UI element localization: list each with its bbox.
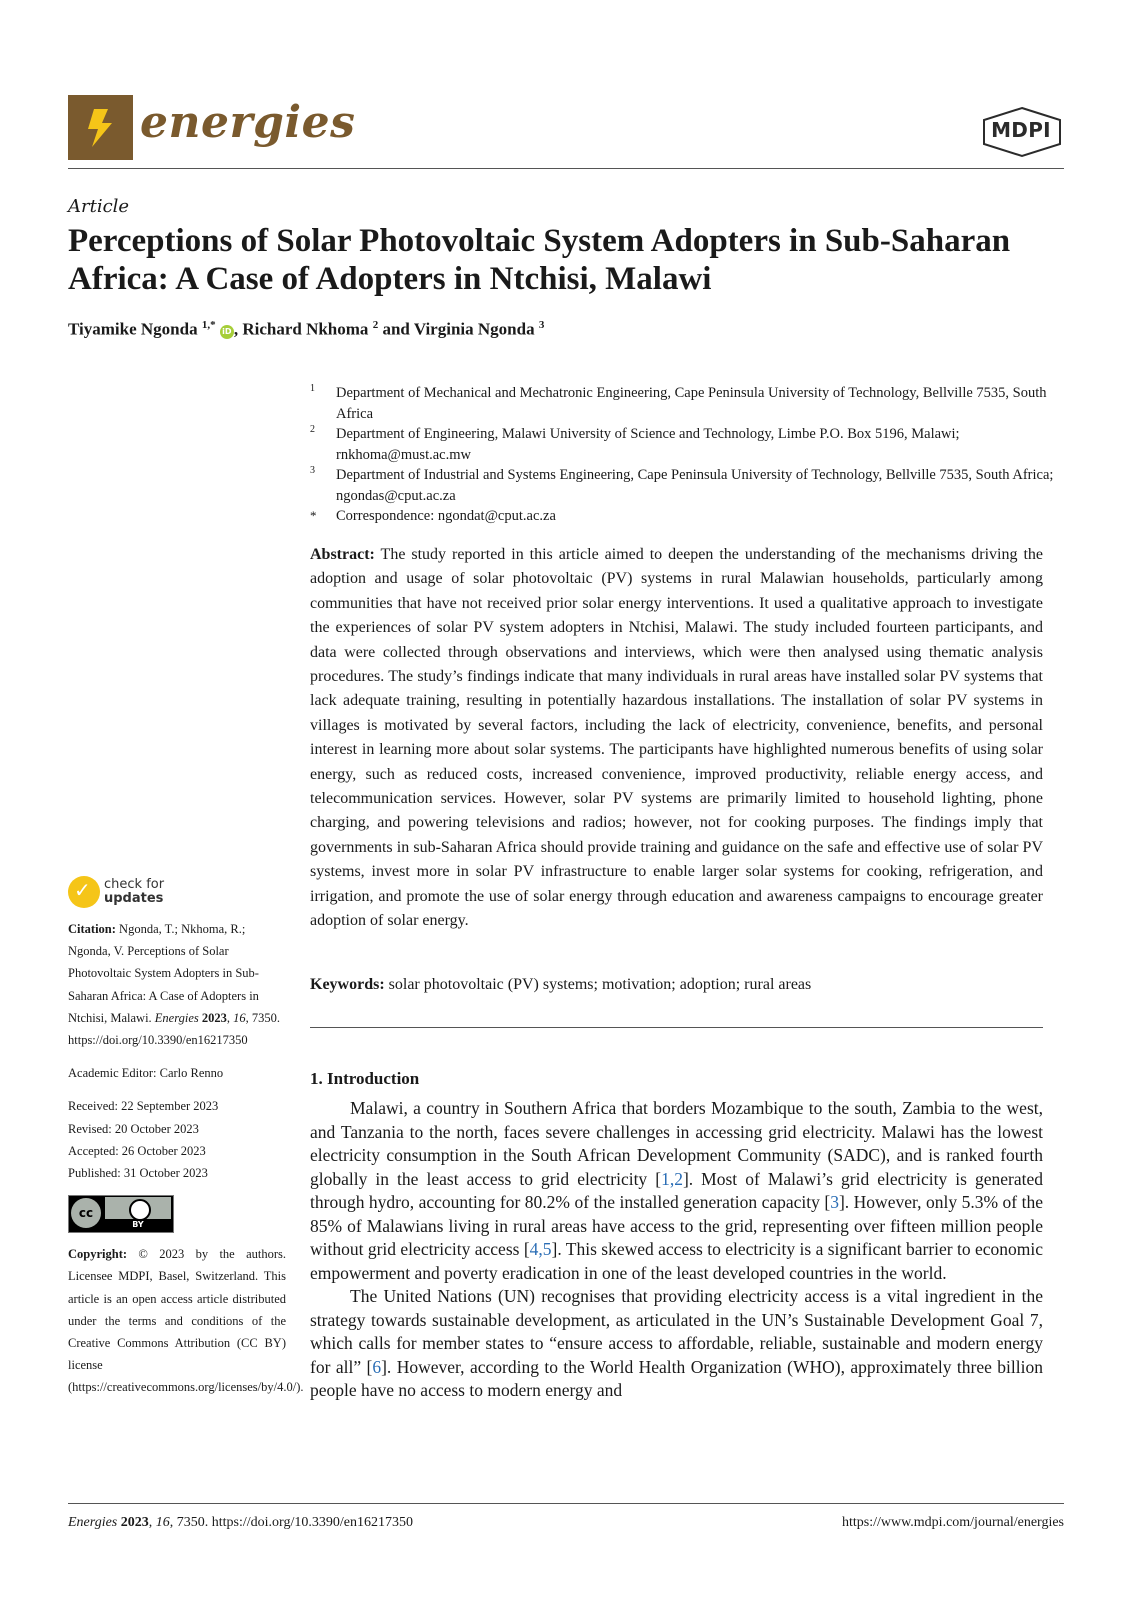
header-divider xyxy=(68,168,1064,169)
affiliation-text: Department of Mechanical and Mechatronic Engineering, Cape Peninsula University of Technology, Bellville 7535, South Africa xyxy=(336,385,1047,422)
affiliation-item xyxy=(310,506,1070,527)
author-name: Richard Nkhoma xyxy=(242,319,369,339)
journal-logo xyxy=(68,95,133,160)
citation-link[interactable]: 3 xyxy=(830,1192,839,1212)
author-affiliation-mark: 1,* xyxy=(201,319,216,331)
correspondence-text: Correspondence: ngondat@cput.ac.za xyxy=(336,508,556,524)
received-date: Received: 22 September 2023 xyxy=(68,1099,219,1114)
accepted-date: Accepted: 26 October 2023 xyxy=(68,1143,206,1158)
author-affiliation-mark: 3 xyxy=(538,319,545,331)
abstract-text: The study reported in this article aimed to deepen the understanding of the mechanisms driving the adoption and usage of solar photovoltaic (PV) systems in rural Malawian households, particularly among communities that have not received prior solar energy interventions. It used a qualitative approach to investigate the experiences of solar PV system adopters in Ntchisi, Malawi. The study included fourteen participants, and data were collected through observations and interviews, which were then analysed using thematic analysis procedures. The study’s findings indicate that many individuals in rural areas have installed solar PV systems that lack adequate training, resulting in potentially hazardous installations. The installation of solar PV systems in villages is motivated by several factors, including the lack of electricity, convenience, benefits, and personal interest in learning more about solar systems. The participants have highlighted numerous benefits of using solar energy, such as reduced costs, increased convenience, improved productivity, reliable energy access, and telecommunication services. However, solar PV systems are primarily limited to household lighting, phone charging, and powering televisions and radios; however, not for cooking purposes. The findings imply that governments in sub-Saharan Africa should provide training and guidance on the safe and effective use of solar PV systems, invest more in solar PV infrastructure to enable larger solar systems for cooking, refrigeration, and irrigation, and promote the use of solar energy through education and awareness campaigns to encourage greater adoption of solar energy. xyxy=(310,546,1043,930)
affiliation-text: Department of Industrial and Systems Engineering, Cape Peninsula University of Technology, Bellville 7535, South Africa; ngondas@cput.ac.za xyxy=(336,467,1054,504)
journal-url-link[interactable]: https://www.mdpi.com/journal/energies xyxy=(841,1515,1064,1530)
citation-link[interactable]: 1,2 xyxy=(661,1168,683,1189)
published-date: Published: 31 October 2023 xyxy=(68,1166,208,1181)
affiliation-number: 1 xyxy=(310,383,315,394)
academic-editor: Academic Editor: Carlo Renno xyxy=(68,1066,224,1081)
article-title: Perceptions of Solar Photovoltaic System Adopters in Sub-Saharan Africa: A Case of Adopters in Ntchisi, Malawi xyxy=(68,223,1011,297)
publisher-name: MDPI xyxy=(991,118,1051,142)
copyright-label: Copyright: xyxy=(68,1247,128,1262)
keywords-label: Keywords: xyxy=(310,976,385,993)
affiliation-number: * xyxy=(310,508,317,523)
affiliation-item xyxy=(310,383,1070,424)
orcid-icon[interactable]: iD xyxy=(220,325,234,339)
article-info-sidebar xyxy=(68,918,304,1399)
section-heading: 1. Introduction xyxy=(310,1069,420,1088)
affiliation-text: Department of Engineering, Malawi University of Science and Technology, Limbe P.O. Box 5196, Malawi; rnkhoma@must.ac.mw xyxy=(336,426,960,463)
publication-dates xyxy=(68,1095,286,1184)
affiliation-item xyxy=(310,465,1070,506)
copyright-notice: Copyright: © 2023 by the authors. Licensee MDPI, Basel, Switzerland. This article is an open access article distributed under the terms and conditions of the Creative Commons Attribution (CC BY) license (https://creativecommons.org/licenses/by/4.0/). xyxy=(68,1247,304,1395)
author-name: Virginia Ngonda xyxy=(413,319,535,339)
keywords xyxy=(310,976,1043,994)
author-affiliation-mark: 2 xyxy=(372,319,379,331)
check-for-label: check for xyxy=(104,877,165,892)
lightning-bolt-icon xyxy=(68,95,133,160)
updates-label: updates xyxy=(104,891,164,906)
paragraph: Malawi, a country in Southern Africa that borders Mozambique to the south, Zambia to the west, and Tanzania to the north, faces severe challenges in accessing grid electricity. Malawi has the lowest electricity consumption in the South African Development Community (SADC), and is ranked fourth globally in the least access to grid electricity [1,2]. Most of Malawi’s grid electricity is generated through hydro, accounting for 80.2% of the installed generation capacity [3]. However, only 5.3% of the 85% of Malawians living in rural areas have access to the grid, representing over fifteen million people without grid electricity access [4,5]. This skewed access to electricity is a significant barrier to economic empowerment and poverty eradication in one of the least developed countries in the world. xyxy=(310,1098,1043,1283)
citation-link[interactable]: 6 xyxy=(372,1356,382,1377)
section-divider xyxy=(310,1027,1043,1028)
footer-citation: Energies 2023, 16, 7350. https://doi.org/10.3390/en16217350 xyxy=(68,1515,413,1530)
author-name: Tiyamike Ngonda xyxy=(68,319,198,339)
citation-label: Citation: xyxy=(68,922,116,936)
affiliations xyxy=(310,383,1070,527)
paragraph: The United Nations (UN) recognises that providing electricity access is a vital ingredient in the strategy towards sustainable development, as articulated in the UN’s Sustainable Development Goal 7, which calls for member states to “ensure access to affordable, reliable, sustainable and modern energy for all” [6]. However, according to the World Health Organization (WHO), approximately three billion people have no access to modern energy and xyxy=(310,1286,1043,1400)
cc-by-license-icon[interactable]: cc BY xyxy=(68,1195,174,1233)
abstract xyxy=(310,543,1043,934)
keywords-text: solar photovoltaic (PV) systems; motivation; adoption; rural areas xyxy=(388,976,812,993)
authors-and: and xyxy=(382,319,410,339)
author-list: Tiyamike Ngonda $^{1,*}$ iD , Richard Nkhoma $^2$ and Virginia Ngonda $^3$ xyxy=(68,319,545,339)
citation-block: Citation: Ngonda, T.; Nkhoma, R.; Ngonda, V. Perceptions of Solar Photovoltaic System Adopters in Sub-Saharan Africa: A Case of Adopters in Ntchisi, Malawi. Energies 2023, 16, 7350. https://doi.org/10.3390/en16217350 xyxy=(68,922,281,1048)
affiliation-number: 2 xyxy=(310,424,315,435)
introduction-body xyxy=(310,1097,1043,1403)
affiliation-number: 3 xyxy=(310,465,315,476)
article-type: Article xyxy=(68,196,130,217)
abstract-label: Abstract: xyxy=(310,546,375,563)
footer-divider xyxy=(68,1503,1064,1504)
citation-link[interactable]: 4,5 xyxy=(529,1239,552,1259)
journal-name: energies xyxy=(140,97,356,148)
revised-date: Revised: 20 October 2023 xyxy=(68,1121,199,1136)
affiliation-item xyxy=(310,424,1070,465)
